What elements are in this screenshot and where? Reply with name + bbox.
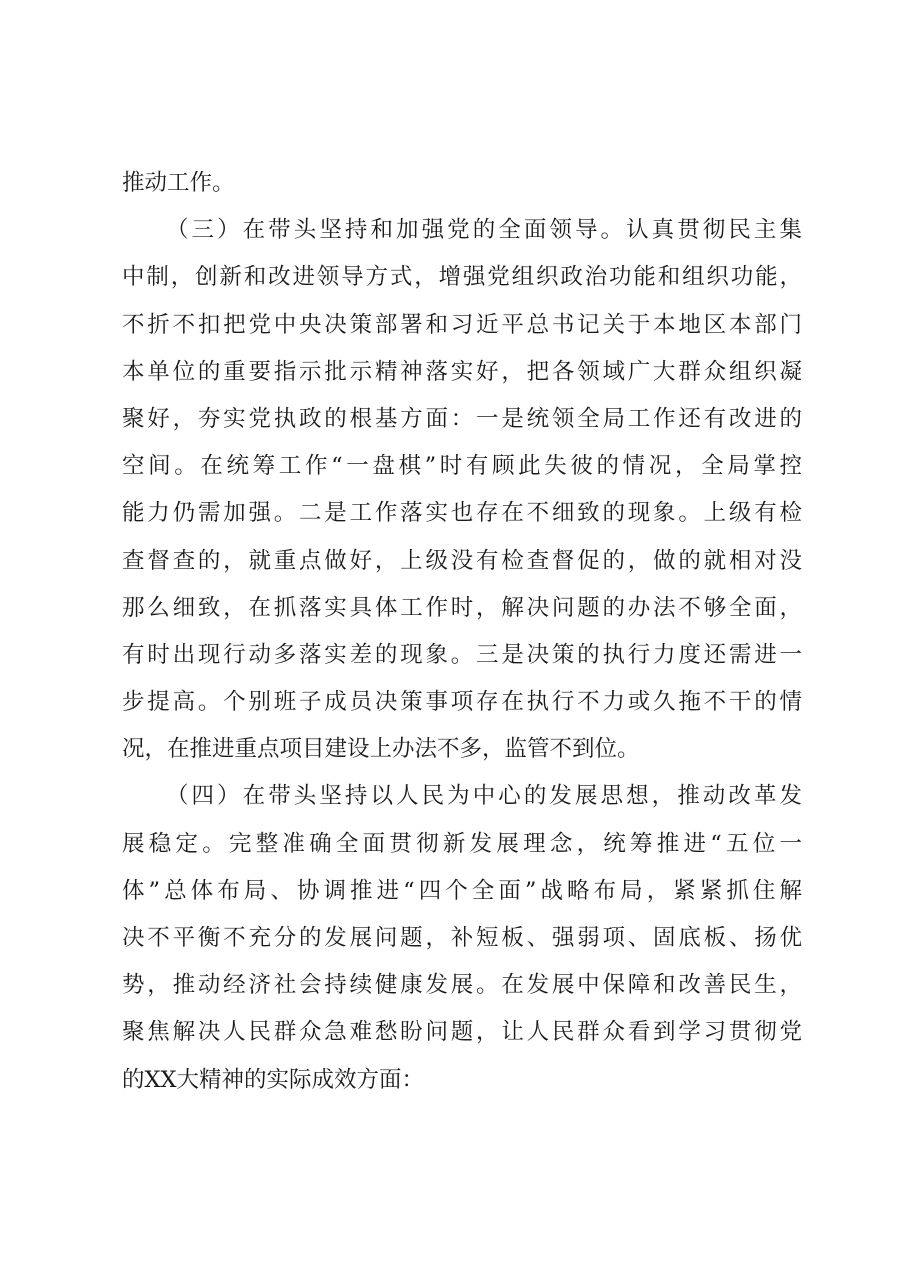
text-line: 能力仍需加强。二是工作落实也存在不细致的现象。上级有检 [122,500,802,527]
text-line: 本单位的重要指示批示精神落实好，把各领域广大群众组织凝 [122,358,802,385]
text-line: 聚焦解决人民群众急难愁盼问题，让人民群众看到学习贯彻党 [122,1019,802,1046]
text-line: 步提高。个别班子成员决策事项存在执行不力或久拖不干的情 [122,689,802,716]
text-line: 势，推动经济社会持续健康发展。在发展中保障和改善民生， [122,972,802,999]
text-line: 的XX大精神的实际成效方面： [122,1066,425,1093]
text-line: 推动工作。 [122,170,235,196]
text-line: 空间。在统筹工作“一盘棋”时有顾此失彼的情况，全局掌控 [122,453,802,480]
text-line: 展稳定。完整准确全面贯彻新发展理念，统筹推进“五位一 [122,830,802,857]
text-line: 查督查的，就重点做好，上级没有检查督促的，做的就相对没 [122,547,802,574]
paragraph-heading-line: （三）在带头坚持和加强党的全面领导。认真贯彻民主集 [166,217,802,244]
body-text [122,160,802,1104]
text-line: 有时出现行动多落实差的现象。三是决策的执行力度还需进一 [122,641,802,668]
text-line: 体”总体布局、协调推进“四个全面”战略布局，紧紧抓住解 [122,877,802,904]
text-line: 中制，创新和改进领导方式，增强党组织政治功能和组织功能， [122,264,802,291]
text-line: 况，在推进重点项目建设上办法不多，监管不到位。 [122,736,640,763]
text-line: 决不平衡不充分的发展问题，补短板、强弱项、固底板、扬优 [122,925,802,951]
text-line: 聚好，夯实党执政的根基方面：一是统领全局工作还有改进的 [122,405,802,432]
text-line: 那么细致，在抓落实具体工作时，解决问题的办法不够全面， [122,594,802,621]
paragraph-heading-line: （四）在带头坚持以人民为中心的发展思想，推动改革发 [166,783,802,810]
text-line: 不折不扣把党中央决策部署和习近平总书记关于本地区本部门 [122,311,802,338]
